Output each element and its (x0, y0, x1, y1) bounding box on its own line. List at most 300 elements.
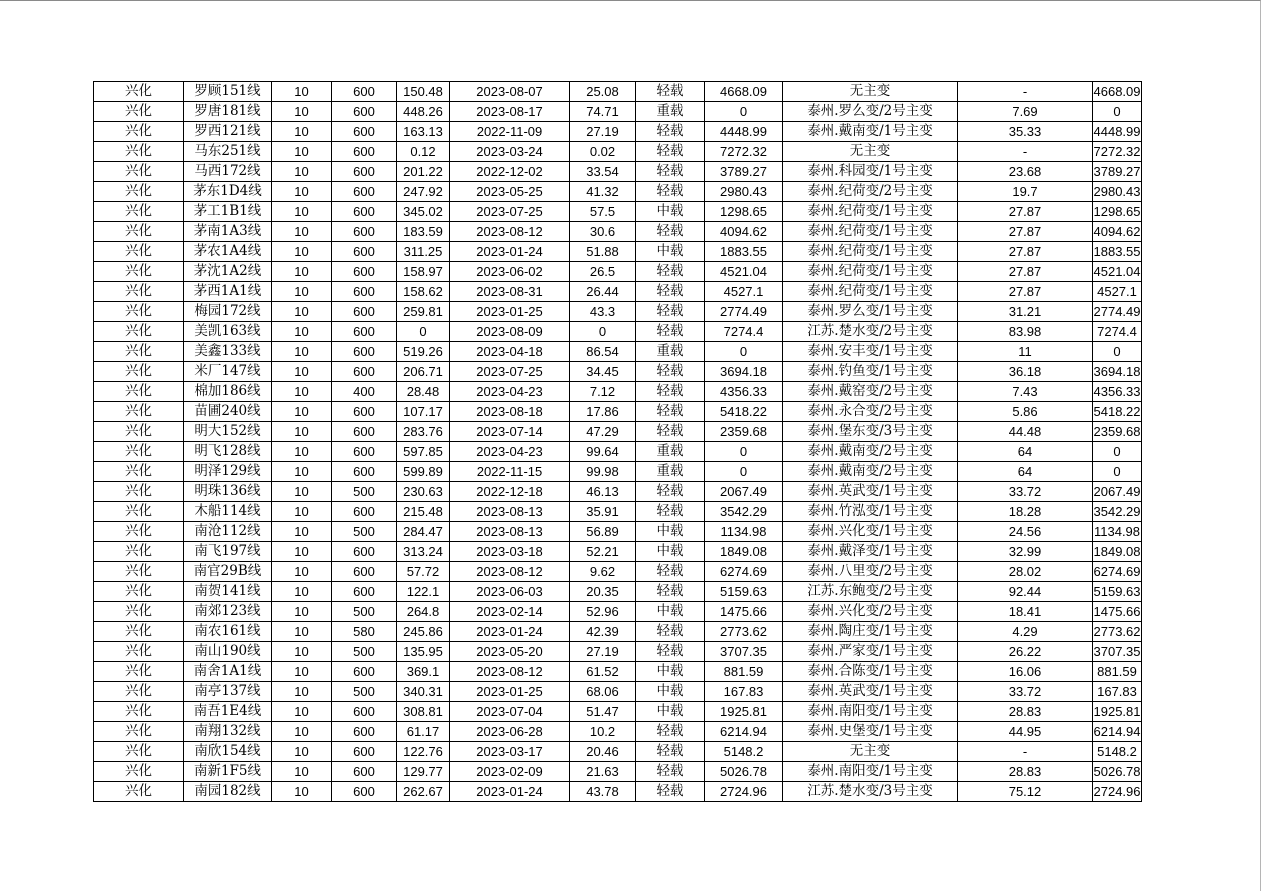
main-transformer-cell: 泰州.永合变/2号主变 (783, 402, 958, 422)
load-cell: 311.25 (397, 242, 450, 262)
voltage-cell: 10 (272, 222, 332, 242)
load-rate-cell: 9.62 (570, 562, 636, 582)
main-transformer-cell: 泰州.安丰变/1号主变 (783, 342, 958, 362)
feeder-name-cell: 南新1F5线 (184, 762, 272, 782)
load-cell: 107.17 (397, 402, 450, 422)
load-rate-cell: 21.63 (570, 762, 636, 782)
date-cell: 2023-04-23 (450, 442, 570, 462)
load-rate-cell: 56.89 (570, 522, 636, 542)
load-cell: 57.72 (397, 562, 450, 582)
load-cell: 150.48 (397, 82, 450, 102)
main-transformer-cell: 泰州.英武变/1号主变 (783, 482, 958, 502)
feeder-name-cell: 南山190线 (184, 642, 272, 662)
transformer-rate-cell: 44.95 (958, 722, 1093, 742)
voltage-cell: 10 (272, 262, 332, 282)
transformer-rate-cell: 18.28 (958, 502, 1093, 522)
transformer-rate-cell: 36.18 (958, 362, 1093, 382)
feeder-name-cell: 南吾1E4线 (184, 702, 272, 722)
load-cell: 206.71 (397, 362, 450, 382)
main-transformer-cell: 泰州.堡东变/3号主变 (783, 422, 958, 442)
load-cell: 308.81 (397, 702, 450, 722)
load-status-cell: 轻载 (636, 362, 705, 382)
date-cell: 2023-06-28 (450, 722, 570, 742)
available-capacity-cell: 5418.22 (705, 402, 783, 422)
capacity-cell: 600 (332, 402, 397, 422)
table-row (94, 242, 1142, 262)
transformer-rate-cell: 31.21 (958, 302, 1093, 322)
voltage-cell: 10 (272, 602, 332, 622)
table-body (94, 82, 1142, 802)
available-capacity-cell: 5148.2 (705, 742, 783, 762)
remaining-capacity-cell: 3707.35 (1093, 642, 1142, 662)
load-rate-cell: 10.2 (570, 722, 636, 742)
transformer-rate-cell: 18.41 (958, 602, 1093, 622)
capacity-cell: 600 (332, 762, 397, 782)
region-cell: 兴化 (94, 302, 184, 322)
load-rate-cell: 41.32 (570, 182, 636, 202)
voltage-cell: 10 (272, 302, 332, 322)
remaining-capacity-cell: 5148.2 (1093, 742, 1142, 762)
transformer-rate-cell: - (958, 742, 1093, 762)
main-transformer-cell: 泰州.戴南变/1号主变 (783, 122, 958, 142)
table-row (94, 442, 1142, 462)
load-cell: 345.02 (397, 202, 450, 222)
main-transformer-cell: 泰州.纪荷变/1号主变 (783, 262, 958, 282)
load-status-cell: 轻载 (636, 322, 705, 342)
remaining-capacity-cell: 0 (1093, 102, 1142, 122)
load-rate-cell: 68.06 (570, 682, 636, 702)
main-transformer-cell: 泰州.陶庄变/1号主变 (783, 622, 958, 642)
transformer-rate-cell: 28.83 (958, 702, 1093, 722)
transformer-rate-cell: 35.33 (958, 122, 1093, 142)
date-cell: 2023-02-09 (450, 762, 570, 782)
date-cell: 2023-01-24 (450, 782, 570, 802)
main-transformer-cell: 无主变 (783, 82, 958, 102)
feeder-name-cell: 南欣154线 (184, 742, 272, 762)
transformer-rate-cell: 24.56 (958, 522, 1093, 542)
transformer-rate-cell: 64 (958, 462, 1093, 482)
transformer-rate-cell: 27.87 (958, 262, 1093, 282)
transformer-rate-cell: 83.98 (958, 322, 1093, 342)
load-status-cell: 中载 (636, 242, 705, 262)
transformer-rate-cell: 23.68 (958, 162, 1093, 182)
remaining-capacity-cell: 2774.49 (1093, 302, 1142, 322)
main-transformer-cell: 泰州.兴化变/2号主变 (783, 602, 958, 622)
load-rate-cell: 33.54 (570, 162, 636, 182)
remaining-capacity-cell: 4356.33 (1093, 382, 1142, 402)
available-capacity-cell: 2067.49 (705, 482, 783, 502)
remaining-capacity-cell: 1134.98 (1093, 522, 1142, 542)
main-transformer-cell: 泰州.竹泓变/1号主变 (783, 502, 958, 522)
load-status-cell: 轻载 (636, 762, 705, 782)
feeder-name-cell: 马西172线 (184, 162, 272, 182)
date-cell: 2023-03-17 (450, 742, 570, 762)
region-cell: 兴化 (94, 742, 184, 762)
available-capacity-cell: 2774.49 (705, 302, 783, 322)
table-row (94, 402, 1142, 422)
available-capacity-cell: 1298.65 (705, 202, 783, 222)
feeder-name-cell: 茅东1D4线 (184, 182, 272, 202)
capacity-cell: 600 (332, 242, 397, 262)
load-cell: 0 (397, 322, 450, 342)
date-cell: 2023-08-12 (450, 662, 570, 682)
feeder-name-cell: 木船114线 (184, 502, 272, 522)
transformer-rate-cell: 44.48 (958, 422, 1093, 442)
date-cell: 2023-01-24 (450, 242, 570, 262)
load-cell: 28.48 (397, 382, 450, 402)
main-transformer-cell: 泰州.科园变/1号主变 (783, 162, 958, 182)
capacity-cell: 600 (332, 322, 397, 342)
remaining-capacity-cell: 5418.22 (1093, 402, 1142, 422)
main-transformer-cell: 江苏.楚水变/3号主变 (783, 782, 958, 802)
capacity-cell: 600 (332, 162, 397, 182)
load-status-cell: 轻载 (636, 642, 705, 662)
region-cell: 兴化 (94, 102, 184, 122)
remaining-capacity-cell: 2980.43 (1093, 182, 1142, 202)
main-transformer-cell: 泰州.八里变/2号主变 (783, 562, 958, 582)
load-rate-cell: 26.44 (570, 282, 636, 302)
table-row (94, 102, 1142, 122)
load-status-cell: 轻载 (636, 142, 705, 162)
load-status-cell: 轻载 (636, 622, 705, 642)
remaining-capacity-cell: 1298.65 (1093, 202, 1142, 222)
table-row (94, 622, 1142, 642)
load-cell: 201.22 (397, 162, 450, 182)
voltage-cell: 10 (272, 282, 332, 302)
voltage-cell: 10 (272, 122, 332, 142)
region-cell: 兴化 (94, 82, 184, 102)
region-cell: 兴化 (94, 622, 184, 642)
table-row (94, 642, 1142, 662)
load-status-cell: 轻载 (636, 482, 705, 502)
load-status-cell: 轻载 (636, 262, 705, 282)
region-cell: 兴化 (94, 542, 184, 562)
region-cell: 兴化 (94, 202, 184, 222)
region-cell: 兴化 (94, 382, 184, 402)
main-transformer-cell: 泰州.南阳变/1号主变 (783, 702, 958, 722)
capacity-cell: 400 (332, 382, 397, 402)
capacity-cell: 600 (332, 422, 397, 442)
feeder-name-cell: 茅工1B1线 (184, 202, 272, 222)
transformer-rate-cell: 11 (958, 342, 1093, 362)
voltage-cell: 10 (272, 182, 332, 202)
available-capacity-cell: 0 (705, 462, 783, 482)
main-transformer-cell: 泰州.戴窑变/2号主变 (783, 382, 958, 402)
voltage-cell: 10 (272, 522, 332, 542)
available-capacity-cell: 3707.35 (705, 642, 783, 662)
table-row (94, 142, 1142, 162)
voltage-cell: 10 (272, 762, 332, 782)
load-status-cell: 重载 (636, 442, 705, 462)
capacity-cell: 600 (332, 262, 397, 282)
date-cell: 2023-07-04 (450, 702, 570, 722)
voltage-cell: 10 (272, 662, 332, 682)
table-row (94, 782, 1142, 802)
load-status-cell: 中载 (636, 662, 705, 682)
table-row (94, 422, 1142, 442)
table-row (94, 322, 1142, 342)
voltage-cell: 10 (272, 622, 332, 642)
load-status-cell: 中载 (636, 522, 705, 542)
capacity-cell: 600 (332, 742, 397, 762)
main-transformer-cell: 无主变 (783, 742, 958, 762)
transformer-rate-cell: 7.69 (958, 102, 1093, 122)
available-capacity-cell: 4448.99 (705, 122, 783, 142)
load-status-cell: 轻载 (636, 722, 705, 742)
available-capacity-cell: 1134.98 (705, 522, 783, 542)
feeder-name-cell: 明泽129线 (184, 462, 272, 482)
voltage-cell: 10 (272, 462, 332, 482)
feeder-name-cell: 罗西121线 (184, 122, 272, 142)
region-cell: 兴化 (94, 362, 184, 382)
load-cell: 599.89 (397, 462, 450, 482)
feeder-name-cell: 南飞197线 (184, 542, 272, 562)
region-cell: 兴化 (94, 342, 184, 362)
voltage-cell: 10 (272, 102, 332, 122)
region-cell: 兴化 (94, 122, 184, 142)
feeder-name-cell: 南郊123线 (184, 602, 272, 622)
remaining-capacity-cell: 5026.78 (1093, 762, 1142, 782)
main-transformer-cell: 泰州.戴泽变/1号主变 (783, 542, 958, 562)
region-cell: 兴化 (94, 782, 184, 802)
date-cell: 2023-06-03 (450, 582, 570, 602)
table-row (94, 202, 1142, 222)
load-rate-cell: 52.96 (570, 602, 636, 622)
capacity-cell: 600 (332, 82, 397, 102)
feeder-name-cell: 南沧112线 (184, 522, 272, 542)
date-cell: 2023-07-25 (450, 362, 570, 382)
date-cell: 2022-12-18 (450, 482, 570, 502)
load-status-cell: 轻载 (636, 222, 705, 242)
feeder-name-cell: 南亭137线 (184, 682, 272, 702)
load-status-cell: 轻载 (636, 122, 705, 142)
feeder-name-cell: 茅南1A3线 (184, 222, 272, 242)
table-row (94, 482, 1142, 502)
voltage-cell: 10 (272, 242, 332, 262)
transformer-rate-cell: 64 (958, 442, 1093, 462)
available-capacity-cell: 0 (705, 342, 783, 362)
capacity-cell: 600 (332, 182, 397, 202)
load-cell: 158.62 (397, 282, 450, 302)
load-rate-cell: 26.5 (570, 262, 636, 282)
date-cell: 2023-08-31 (450, 282, 570, 302)
voltage-cell: 10 (272, 442, 332, 462)
date-cell: 2022-12-02 (450, 162, 570, 182)
remaining-capacity-cell: 1883.55 (1093, 242, 1142, 262)
feeder-name-cell: 米厂147线 (184, 362, 272, 382)
table-row (94, 522, 1142, 542)
available-capacity-cell: 2724.96 (705, 782, 783, 802)
capacity-cell: 500 (332, 522, 397, 542)
load-status-cell: 重载 (636, 462, 705, 482)
load-cell: 448.26 (397, 102, 450, 122)
main-transformer-cell: 江苏.楚水变/2号主变 (783, 322, 958, 342)
table-row (94, 462, 1142, 482)
voltage-cell: 10 (272, 422, 332, 442)
load-cell: 0.12 (397, 142, 450, 162)
available-capacity-cell: 2773.62 (705, 622, 783, 642)
load-status-cell: 中载 (636, 682, 705, 702)
load-cell: 230.63 (397, 482, 450, 502)
region-cell: 兴化 (94, 322, 184, 342)
load-cell: 369.1 (397, 662, 450, 682)
table-row (94, 722, 1142, 742)
transformer-rate-cell: 92.44 (958, 582, 1093, 602)
load-status-cell: 轻载 (636, 382, 705, 402)
load-rate-cell: 61.52 (570, 662, 636, 682)
transformer-rate-cell: 7.43 (958, 382, 1093, 402)
table-row (94, 342, 1142, 362)
main-transformer-cell: 江苏.东鲍变/2号主变 (783, 582, 958, 602)
available-capacity-cell: 6214.94 (705, 722, 783, 742)
available-capacity-cell: 0 (705, 442, 783, 462)
remaining-capacity-cell: 2359.68 (1093, 422, 1142, 442)
voltage-cell: 10 (272, 342, 332, 362)
voltage-cell: 10 (272, 162, 332, 182)
load-rate-cell: 25.08 (570, 82, 636, 102)
remaining-capacity-cell: 2067.49 (1093, 482, 1142, 502)
available-capacity-cell: 5159.63 (705, 582, 783, 602)
transformer-rate-cell: 33.72 (958, 682, 1093, 702)
load-rate-cell: 51.47 (570, 702, 636, 722)
load-rate-cell: 20.35 (570, 582, 636, 602)
available-capacity-cell: 0 (705, 102, 783, 122)
table-row (94, 702, 1142, 722)
available-capacity-cell: 881.59 (705, 662, 783, 682)
date-cell: 2023-01-25 (450, 302, 570, 322)
load-cell: 264.8 (397, 602, 450, 622)
load-cell: 283.76 (397, 422, 450, 442)
transformer-rate-cell: 27.87 (958, 222, 1093, 242)
load-status-cell: 轻载 (636, 582, 705, 602)
transformer-rate-cell: 33.72 (958, 482, 1093, 502)
load-rate-cell: 30.6 (570, 222, 636, 242)
load-rate-cell: 51.88 (570, 242, 636, 262)
available-capacity-cell: 1849.08 (705, 542, 783, 562)
main-transformer-cell: 泰州.南阳变/1号主变 (783, 762, 958, 782)
load-cell: 122.76 (397, 742, 450, 762)
remaining-capacity-cell: 4521.04 (1093, 262, 1142, 282)
voltage-cell: 10 (272, 742, 332, 762)
voltage-cell: 10 (272, 382, 332, 402)
remaining-capacity-cell: 7272.32 (1093, 142, 1142, 162)
main-transformer-cell: 泰州.戴南变/2号主变 (783, 442, 958, 462)
transformer-rate-cell: 27.87 (958, 282, 1093, 302)
feeder-name-cell: 梅园172线 (184, 302, 272, 322)
main-transformer-cell: 泰州.兴化变/1号主变 (783, 522, 958, 542)
available-capacity-cell: 1925.81 (705, 702, 783, 722)
load-rate-cell: 35.91 (570, 502, 636, 522)
date-cell: 2023-04-18 (450, 342, 570, 362)
main-transformer-cell: 泰州.罗么变/2号主变 (783, 102, 958, 122)
region-cell: 兴化 (94, 582, 184, 602)
table-row (94, 302, 1142, 322)
load-status-cell: 轻载 (636, 502, 705, 522)
remaining-capacity-cell: 4668.09 (1093, 82, 1142, 102)
table-row (94, 82, 1142, 102)
available-capacity-cell: 4527.1 (705, 282, 783, 302)
table-row (94, 262, 1142, 282)
feeder-name-cell: 明飞128线 (184, 442, 272, 462)
date-cell: 2023-08-13 (450, 502, 570, 522)
available-capacity-cell: 2359.68 (705, 422, 783, 442)
main-transformer-cell: 泰州.合陈变/1号主变 (783, 662, 958, 682)
table-row (94, 282, 1142, 302)
capacity-cell: 600 (332, 782, 397, 802)
voltage-cell: 10 (272, 202, 332, 222)
load-cell: 122.1 (397, 582, 450, 602)
feeder-name-cell: 茅西1A1线 (184, 282, 272, 302)
feeder-name-cell: 南官29B线 (184, 562, 272, 582)
available-capacity-cell: 2980.43 (705, 182, 783, 202)
transformer-rate-cell: - (958, 82, 1093, 102)
remaining-capacity-cell: 2724.96 (1093, 782, 1142, 802)
load-status-cell: 重载 (636, 342, 705, 362)
capacity-cell: 600 (332, 562, 397, 582)
feeder-name-cell: 南翔132线 (184, 722, 272, 742)
feeder-name-cell: 南舍1A1线 (184, 662, 272, 682)
feeder-name-cell: 明珠136线 (184, 482, 272, 502)
capacity-cell: 600 (332, 542, 397, 562)
capacity-cell: 600 (332, 222, 397, 242)
available-capacity-cell: 3694.18 (705, 362, 783, 382)
load-status-cell: 中载 (636, 202, 705, 222)
load-cell: 259.81 (397, 302, 450, 322)
load-cell: 247.92 (397, 182, 450, 202)
load-status-cell: 轻载 (636, 282, 705, 302)
available-capacity-cell: 1475.66 (705, 602, 783, 622)
load-rate-cell: 0.02 (570, 142, 636, 162)
date-cell: 2023-03-24 (450, 142, 570, 162)
load-status-cell: 重载 (636, 102, 705, 122)
voltage-cell: 10 (272, 142, 332, 162)
load-rate-cell: 0 (570, 322, 636, 342)
load-cell: 61.17 (397, 722, 450, 742)
transformer-rate-cell: 27.87 (958, 202, 1093, 222)
transformer-rate-cell: 28.02 (958, 562, 1093, 582)
main-transformer-cell: 泰州.纪荷变/1号主变 (783, 202, 958, 222)
available-capacity-cell: 7274.4 (705, 322, 783, 342)
table-row (94, 602, 1142, 622)
voltage-cell: 10 (272, 642, 332, 662)
transformer-rate-cell: 26.22 (958, 642, 1093, 662)
feeder-name-cell: 美凯163线 (184, 322, 272, 342)
capacity-cell: 500 (332, 482, 397, 502)
main-transformer-cell: 泰州.戴南变/2号主变 (783, 462, 958, 482)
load-rate-cell: 46.13 (570, 482, 636, 502)
table-row (94, 762, 1142, 782)
date-cell: 2022-11-09 (450, 122, 570, 142)
transformer-rate-cell: - (958, 142, 1093, 162)
remaining-capacity-cell: 3694.18 (1093, 362, 1142, 382)
remaining-capacity-cell: 3789.27 (1093, 162, 1142, 182)
table-row (94, 742, 1142, 762)
load-rate-cell: 20.46 (570, 742, 636, 762)
load-cell: 163.13 (397, 122, 450, 142)
feeder-name-cell: 明大152线 (184, 422, 272, 442)
feeder-name-cell: 南农161线 (184, 622, 272, 642)
date-cell: 2023-08-18 (450, 402, 570, 422)
date-cell: 2023-07-25 (450, 202, 570, 222)
load-status-cell: 轻载 (636, 82, 705, 102)
capacity-cell: 600 (332, 122, 397, 142)
region-cell: 兴化 (94, 422, 184, 442)
available-capacity-cell: 3542.29 (705, 502, 783, 522)
load-status-cell: 轻载 (636, 182, 705, 202)
load-rate-cell: 27.19 (570, 122, 636, 142)
date-cell: 2023-07-14 (450, 422, 570, 442)
voltage-cell: 10 (272, 482, 332, 502)
